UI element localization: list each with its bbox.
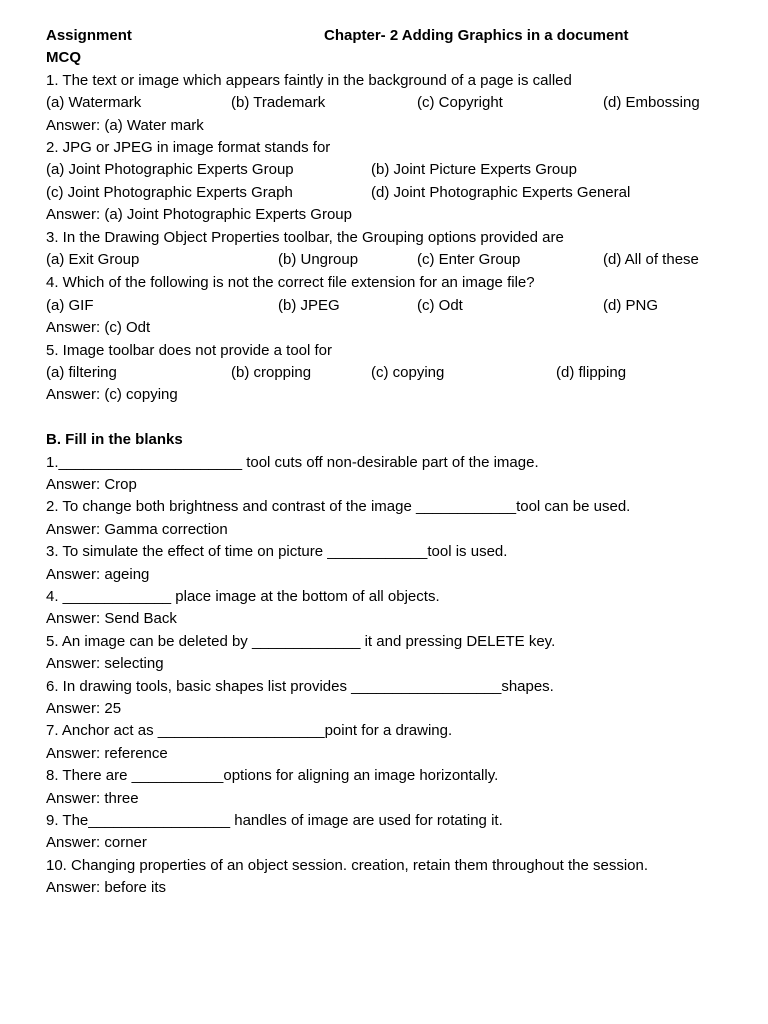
mcq-option: (a) Joint Photographic Experts Group	[46, 161, 294, 178]
fill-answer-9: Answer: corner	[46, 834, 147, 851]
chapter-title: Chapter- 2 Adding Graphics in a document	[324, 27, 629, 44]
mcq-question-2: 2. JPG or JPEG in image format stands for	[46, 139, 331, 156]
mcq-option: (b) JPEG	[278, 297, 340, 314]
mcq-question-5: 5. Image toolbar does not provide a tool for	[46, 342, 333, 359]
mcq-option: (b) Ungroup	[278, 251, 359, 268]
fill-answer-4: Answer: Send Back	[46, 610, 177, 627]
fill-question-4: 4. _____________ place image at the bottom of all objects.	[46, 588, 440, 605]
mcq-option: (a) Watermark	[46, 94, 142, 111]
fill-question-7: 7. Anchor act as ____________________point for a drawing.	[46, 722, 453, 739]
mcq-option: (c) Copyright	[417, 94, 503, 111]
mcq-options-4	[46, 295, 726, 317]
mcq-question-4: 4. Which of the following is not the correct file extension for an image file?	[46, 274, 535, 291]
mcq-options-2a	[46, 159, 726, 181]
section-a-title: MCQ	[46, 49, 81, 66]
fill-answer-7: Answer: reference	[46, 745, 168, 762]
fill-question-2: 2. To change both brightness and contrast of the image ____________tool can be used.	[46, 498, 631, 515]
mcq-option: (d) PNG	[603, 297, 659, 314]
mcq-options-5	[46, 362, 726, 384]
mcq-option: (c) Joint Photographic Experts Graph	[46, 184, 293, 201]
mcq-option: (d) Embossing	[603, 94, 700, 111]
mcq-option: (a) Exit Group	[46, 251, 140, 268]
mcq-option: (d) flipping	[556, 364, 627, 381]
section-b-title: B. Fill in the blanks	[46, 431, 183, 448]
fill-question-10: 10. Changing properties of an object session. creation, retain them throughout the session.	[46, 857, 649, 874]
fill-question-6: 6. In drawing tools, basic shapes list provides __________________shapes.	[46, 678, 554, 695]
fill-answer-8: Answer: three	[46, 790, 139, 807]
assignment-label: Assignment	[46, 27, 132, 44]
mcq-option: (c) Odt	[417, 297, 463, 314]
mcq-answer-4: Answer: (c) Odt	[46, 319, 151, 336]
mcq-question-1: 1. The text or image which appears faintly in the background of a page is called	[46, 72, 572, 89]
fill-answer-3: Answer: ageing	[46, 566, 150, 583]
mcq-option: (b) Joint Picture Experts Group	[371, 161, 577, 178]
mcq-question-3: 3. In the Drawing Object Properties toolbar, the Grouping options provided are	[46, 229, 564, 246]
mcq-option: (d) All of these	[603, 251, 699, 268]
fill-answer-6: Answer: 25	[46, 700, 122, 717]
mcq-options-3	[46, 249, 726, 271]
fill-answer-1: Answer: Crop	[46, 476, 137, 493]
mcq-answer-1: Answer: (a) Water mark	[46, 117, 204, 134]
fill-question-3: 3. To simulate the effect of time on picture ____________tool is used.	[46, 543, 508, 560]
fill-answer-10: Answer: before its	[46, 879, 167, 896]
fill-question-9: 9. The_________________ handles of image are used for rotating it.	[46, 812, 503, 829]
fill-answer-5: Answer: selecting	[46, 655, 164, 672]
mcq-options-2b	[46, 182, 726, 204]
mcq-options-1	[46, 92, 726, 114]
mcq-answer-2: Answer: (a) Joint Photographic Experts Group	[46, 206, 352, 223]
mcq-option: (c) Enter Group	[417, 251, 521, 268]
mcq-option: (a) GIF	[46, 297, 94, 314]
mcq-answer-5: Answer: (c) copying	[46, 386, 178, 403]
mcq-option: (c) copying	[371, 364, 445, 381]
fill-question-5: 5. An image can be deleted by _____________ it and pressing DELETE key.	[46, 633, 556, 650]
mcq-option: (d) Joint Photographic Experts General	[371, 184, 631, 201]
mcq-option: (b) cropping	[231, 364, 312, 381]
mcq-option: (b) Trademark	[231, 94, 326, 111]
fill-question-8: 8. There are ___________options for aligning an image horizontally.	[46, 767, 499, 784]
fill-answer-2: Answer: Gamma correction	[46, 521, 228, 538]
mcq-option: (a) filtering	[46, 364, 117, 381]
fill-question-1: 1.______________________ tool cuts off non-desirable part of the image.	[46, 454, 539, 471]
